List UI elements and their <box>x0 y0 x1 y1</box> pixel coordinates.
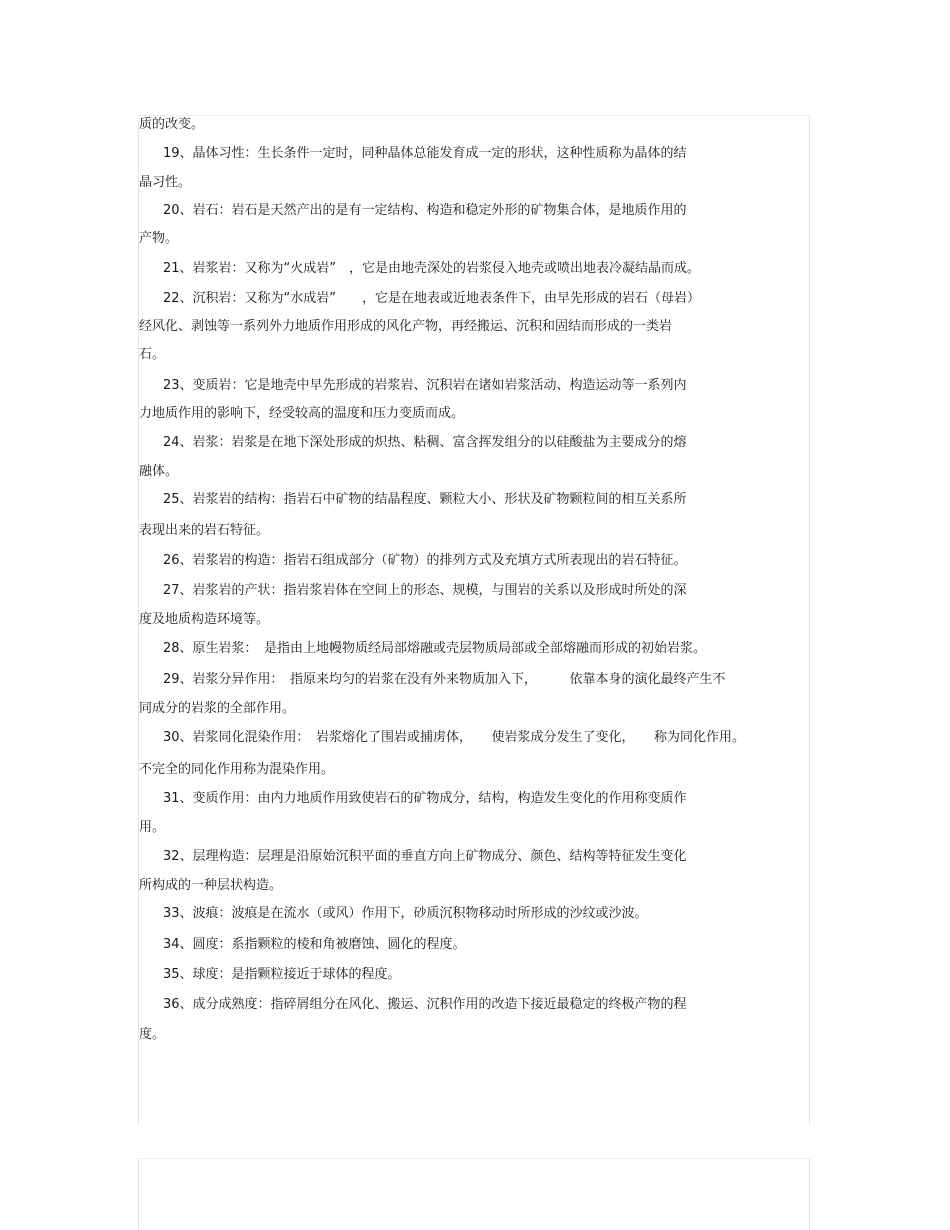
definition-line: 27、岩浆岩的产状：指岩浆岩体在空间上的形态、规模，与围岩的关系以及形成时所处的深 <box>163 583 687 598</box>
definition-line: 23、变质岩：它是地壳中早先形成的岩浆岩、沉积岩在诸如岩浆活动、构造运动等一系列内 <box>163 378 687 393</box>
continuation-line: 石。 <box>139 347 166 362</box>
definition-line: 25、岩浆岩的结构：指岩石中矿物的结晶程度、颗粒大小、形状及矿物颗粒间的相互关系所 <box>163 492 687 507</box>
continuation-line: 质的改变。 <box>139 117 205 132</box>
next-page-border-right <box>809 1158 810 1230</box>
continuation-line: 表现出来的岩石特征。 <box>139 523 270 538</box>
continuation-line: 力地质作用的影响下，经受较高的温度和压力变质而成。 <box>139 406 465 421</box>
continuation-line: 产物。 <box>139 231 179 246</box>
next-page-border-top <box>138 1158 810 1159</box>
continuation-line: 晶习性。 <box>139 175 192 190</box>
continuation-line: 用。 <box>139 820 166 835</box>
page-border-top <box>138 115 810 116</box>
definition-line: 34、圆度：系指颗粒的棱和角被磨蚀、圆化的程度。 <box>163 937 466 952</box>
definition-line: 22、沉积岩：又称为“水成岩” ，它是在地表或近地表条件下，由早先形成的岩石（母岩） <box>163 291 701 306</box>
definition-line: 24、岩浆：岩浆是在地下深处形成的炽热、粘稠、富含挥发组分的以硅酸盐为主要成分的熔 <box>163 435 687 450</box>
definition-line: 31、变质作用：由内力地质作用致使岩石的矿物成分，结构，构造发生变化的作用称变质作 <box>163 791 687 806</box>
continuation-line: 度及地质构造环境等。 <box>139 612 270 627</box>
page-border-right <box>809 115 810 1125</box>
continuation-line: 不完全的同化作用称为混染作用。 <box>139 762 335 777</box>
definition-line: 33、波痕：波痕是在流水（或风）作用下，砂质沉积物移动时所形成的沙纹或沙波。 <box>163 906 648 921</box>
definition-line: 26、岩浆岩的构造：指岩石组成部分（矿物）的排列方式及充填方式所表现出的岩石特征。 <box>163 553 687 568</box>
next-page-border-left <box>138 1158 139 1230</box>
definition-line: 28、原生岩浆： 是指由上地幔物质经局部熔融或壳层物质局部或全部熔融而形成的初始岩浆。 <box>163 641 707 656</box>
definition-line: 36、成分成熟度：指碎屑组分在风化、搬运、沉积作用的改造下接近最稳定的终极产物的程 <box>163 997 687 1012</box>
continuation-line: 所构成的一种层状构造。 <box>139 878 283 893</box>
continuation-line: 经风化、剥蚀等一系列外力地质作用形成的风化产物，再经搬运、沉积和固结而形成的一类岩 <box>139 319 673 334</box>
definition-line: 29、岩浆分异作用： 指原来均匀的岩浆在没有外来物质加入下， 依靠本身的演化最终产生不 <box>163 672 726 687</box>
definition-line: 32、层理构造：层理是沿原始沉积平面的垂直方向上矿物成分、颜色、结构等特征发生变化 <box>163 849 687 864</box>
definition-line: 20、岩石：岩石是天然产出的是有一定结构、构造和稳定外形的矿物集合体，是地质作用的 <box>163 203 687 218</box>
definition-line: 19、晶体习性：生长条件一定时，同种晶体总能发育成一定的形状，这种性质称为晶体的结 <box>163 146 687 161</box>
definition-line: 21、岩浆岩：又称为“火成岩” ，它是由地壳深处的岩浆侵入地壳或喷出地表冷凝结晶而成。 <box>163 261 701 276</box>
definition-line: 30、岩浆同化混染作用： 岩浆熔化了围岩或捕虏体， 使岩浆成分发生了变化， 称为同化作用。 <box>163 730 746 745</box>
definition-line: 35、球度：是指颗粒接近于球体的程度。 <box>163 967 401 982</box>
continuation-line: 融体。 <box>139 464 179 479</box>
continuation-line: 度。 <box>139 1027 166 1042</box>
continuation-line: 同成分的岩浆的全部作用。 <box>139 701 296 716</box>
